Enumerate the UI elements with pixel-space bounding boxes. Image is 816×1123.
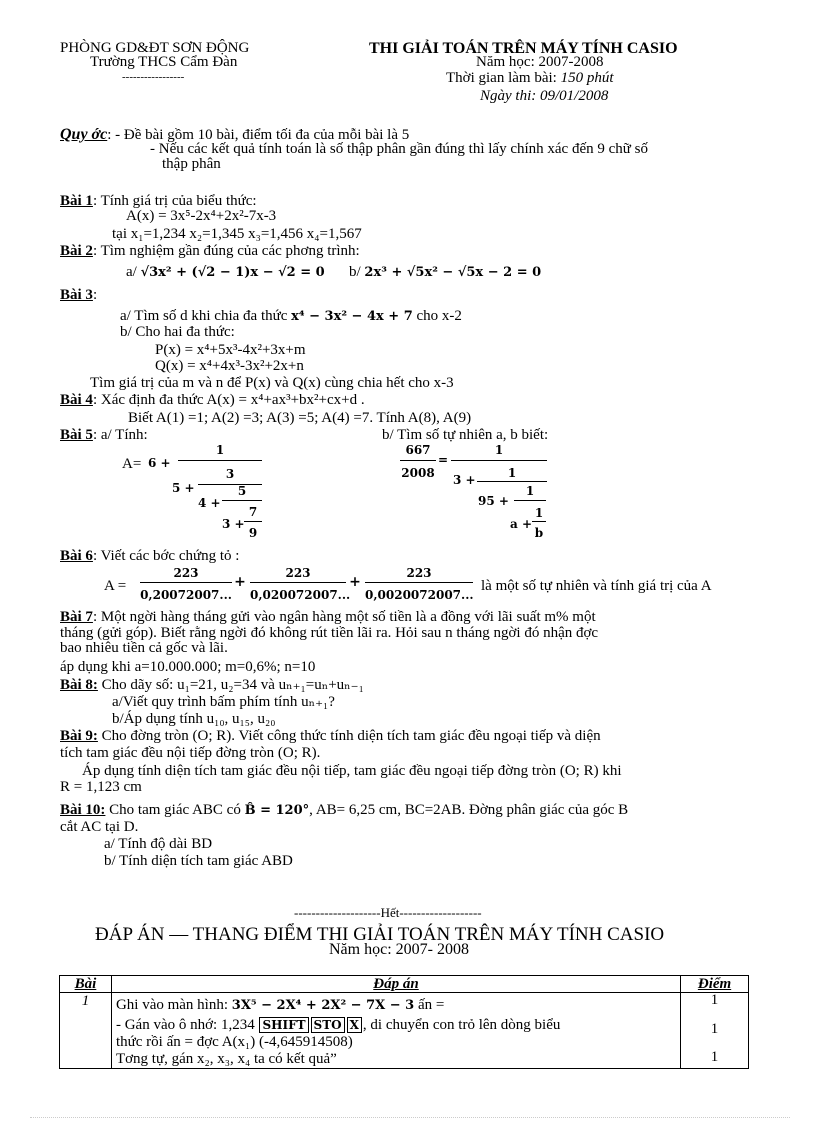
fraction-bar: [477, 481, 547, 482]
cf-b-term: 95 +: [478, 494, 509, 508]
cf-a-num: 3: [225, 467, 235, 481]
fraction-bar: [178, 460, 262, 461]
cf-b-den: b: [534, 526, 544, 540]
shift-key: SHIFT: [259, 1017, 308, 1033]
problem-2-heading: Bài 2: Tìm nghiệm gần đúng của các phơng trình:: [60, 243, 360, 259]
sum-denominator: 0,20072007...: [140, 588, 232, 602]
problem-9-line1: Bài 9: Cho đờng tròn (O; R). Viết công thức tính diện tích tam giác đều ngoại tiếp và diện: [60, 728, 601, 744]
problem-4-given: Biết A(1) =1; A(2) =3; A(3) =5; A(4) =7. Tính A(8), A(9): [128, 410, 472, 426]
sum-denominator: 0,020072007...: [250, 588, 351, 602]
problem-5-heading: Bài 5: a/ Tính:: [60, 427, 148, 443]
fraction-bar: [514, 500, 546, 501]
cf-a-term: 6 +: [148, 456, 171, 470]
cf-b-num: 1: [494, 443, 504, 457]
problem-3b: b/ Cho hai đa thức:: [120, 324, 235, 340]
cf-b-num: 1: [534, 506, 544, 520]
problem-4-heading: Bài 4: Xác định đa thức A(x) = x⁴+ax³+bx²+cx+d .: [60, 392, 365, 408]
problem-7-line1: Bài 7: Một ngời hàng tháng gửi vào ngân hàng một số tiền là a đồng với lãi suất m% một: [60, 609, 596, 625]
cf-a-term: 5 +: [172, 481, 195, 495]
problem-3a: a/ Tìm số d khi chia đa thức x⁴ − 3x² − 4x + 7 cho x-2: [120, 308, 462, 324]
exam-date: Ngày thi: 09/01/2008: [480, 88, 609, 104]
school-name: Trường THCS Cẩm Đàn: [90, 54, 238, 70]
header-dashes: -----------------: [122, 71, 185, 83]
answer-line-2: - Gán vào ô nhớ: 1,234 SHIFT STO X , di chuyển con trỏ lên dòng biểu: [115, 1017, 561, 1033]
rules-line1: Quy ớc: - Đề bài gồm 10 bài, điểm tối đa của mỗi bài là 5: [60, 126, 410, 143]
problem-7-line2: tháng (gửi góp). Biết rằng ngời đó không rút tiền lãi ra. Hỏi sau n tháng ngời đó nhận đợc: [60, 625, 599, 641]
cf-b-lhs-den: 2008: [401, 466, 435, 480]
problem-5b-heading: b/ Tìm số tự nhiên a, b biết:: [382, 427, 549, 443]
cf-a-num: 7: [248, 505, 258, 519]
row-dap-an: [111, 993, 680, 1069]
exam-title: THI GIẢI TOÁN TRÊN MÁY TÍNH CASIO: [369, 40, 678, 57]
point-value: 1: [710, 992, 719, 1008]
cf-a-term: 3 +: [222, 517, 245, 531]
problem-10-line2: cắt AC tại D.: [60, 819, 139, 835]
fraction-bar: [532, 521, 546, 522]
exam-duration: Thời gian làm bài: 150 phút: [446, 70, 614, 86]
sto-key: STO: [311, 1017, 345, 1033]
row-bai: 1: [60, 993, 112, 1069]
problem-8-line2: a/Viết quy trình bấm phím tính uₙ₊₁?: [112, 694, 335, 710]
cf-a-prefix: A=: [122, 456, 142, 472]
answer-table-header: [60, 976, 749, 993]
cf-a-den: 9: [248, 526, 258, 540]
col-header-diem: Điểm: [681, 976, 749, 993]
row-diem: [681, 993, 749, 1069]
problem-1-expression: A(x) = 3x⁵-2x⁴+2x²-7x-3: [126, 208, 277, 224]
fraction-bar: [222, 500, 262, 501]
answer-line-1: Ghi vào màn hình: 3X⁵ − 2X⁴ + 2X² − 7X − 3 ấn =: [115, 997, 445, 1013]
problem-7-line4: áp dụng khi a=10.000.000; m=0,6%; n=10: [60, 659, 316, 675]
sum-numerator: 223: [173, 566, 199, 580]
problem-2b: b/ 2x³ + √5x² − √5x − 2 = 0: [349, 264, 542, 280]
answer-year: Năm học: 2007- 2008: [329, 941, 469, 958]
plus-sign: +: [349, 574, 361, 590]
cf-b-lhs-num: 667: [405, 443, 431, 457]
problem-9-line2: tích tam giác đều nội tiếp đờng tròn (O; R).: [60, 745, 321, 761]
problem-8-line3: b/Áp dụng tính u₁₀, u₁₅, u₂₀: [112, 711, 276, 727]
problem-10-line1: Bài 10: Cho tam giác ABC có B̂ = 120°, AB= 6,25 cm, BC=2AB. Đờng phân giác của góc B: [60, 802, 629, 818]
polynomial-Q: Q(x) = x⁴+4x³-3x²+2x+n: [155, 358, 304, 374]
polynomial-P: P(x) = x⁴+5x³-4x²+3x+m: [155, 342, 306, 358]
x-key: X: [347, 1017, 362, 1033]
sum-numerator: 223: [406, 566, 432, 580]
problem-1-heading: Bài 1: Tính giá trị của biểu thức:: [60, 193, 257, 209]
fraction-bar: [244, 521, 262, 522]
col-header-dap-an: Đáp án: [111, 976, 680, 993]
cf-a-term: 4 +: [198, 496, 221, 510]
end-mark: --------------------Hết-------------------: [294, 905, 482, 920]
plus-sign: +: [234, 574, 246, 590]
problem-7-line3: bao nhiêu tiền cả gốc và lãi.: [60, 640, 228, 656]
col-header-bai: Bài: [60, 976, 112, 993]
problem-6-heading: Bài 6: Viết các bớc chứng tỏ :: [60, 548, 240, 564]
dept-name: PHÒNG GD&ĐT SƠN ĐỘNG: [60, 40, 250, 56]
problem-1-values: tại x₁=1,234 x₂=1,345 x₃=1,456 x₄=1,567: [112, 226, 362, 242]
answer-line-3: thức rồi ấn = đợc A(x₁) (-4,645914508): [115, 1034, 353, 1050]
cf-b-term: 3 +: [453, 473, 476, 487]
answer-line-4: Tơng tự, gán x₂, x₃, x₄ ta có kết quả”: [115, 1051, 337, 1067]
problem-10-line3: a/ Tính độ dài BD: [104, 836, 213, 852]
point-value: 1: [710, 1021, 719, 1037]
rules-line3: thập phân: [162, 156, 221, 172]
problem-10-line4: b/ Tính diện tích tam giác ABD: [104, 853, 293, 869]
fraction-bar: [250, 582, 346, 583]
cf-a-num: 1: [215, 443, 225, 457]
problem-6-tail: là một số tự nhiên và tính giá trị của A: [481, 578, 712, 594]
problem-8-line1: Bài 8: Cho dãy số: u₁=21, u₂=34 và uₙ₊₁=uₙ+uₙ₋₁: [60, 677, 364, 693]
point-value: 1: [710, 1049, 719, 1065]
problem-3-question: Tìm giá trị của m và n để P(x) và Q(x) cùng chia hết cho x-3: [90, 375, 454, 391]
cf-a-num: 5: [237, 484, 247, 498]
problem-6-A: A =: [104, 578, 127, 594]
page-bottom-divider: [30, 1117, 790, 1118]
fraction-bar: [451, 460, 547, 461]
answer-title: ĐÁP ÁN — THANG ĐIỂM THI GIẢI TOÁN TRÊN MÁY TÍNH CASIO: [95, 924, 665, 945]
fraction-bar: [365, 582, 473, 583]
cf-b-equals: =: [437, 453, 449, 467]
problem-9-line3: Áp dụng tính diện tích tam giác đều nội tiếp, tam giác đều ngoại tiếp đờng tròn (O; R) khi: [82, 763, 622, 779]
rules-line2: - Nếu các kết quả tính toán là số thập phân gần đúng thì lấy chính xác đến 9 chữ số: [150, 141, 648, 157]
problem-3-heading: Bài 3:: [60, 287, 98, 303]
problem-9-line4: R = 1,123 cm: [60, 779, 142, 795]
sum-denominator: 0,0020072007...: [365, 588, 474, 602]
cf-b-num: 1: [507, 466, 517, 480]
cf-b-term: a +: [510, 517, 533, 531]
sum-numerator: 223: [285, 566, 311, 580]
cf-b-num: 1: [525, 484, 535, 498]
problem-2a: a/ √3x² + (√2 − 1)x − √2 = 0: [126, 264, 325, 280]
school-year: Năm học: 2007-2008: [476, 54, 604, 70]
fraction-bar: [140, 582, 232, 583]
answer-table: [59, 975, 749, 1069]
table-row: [60, 993, 749, 1069]
fraction-bar: [400, 460, 436, 461]
